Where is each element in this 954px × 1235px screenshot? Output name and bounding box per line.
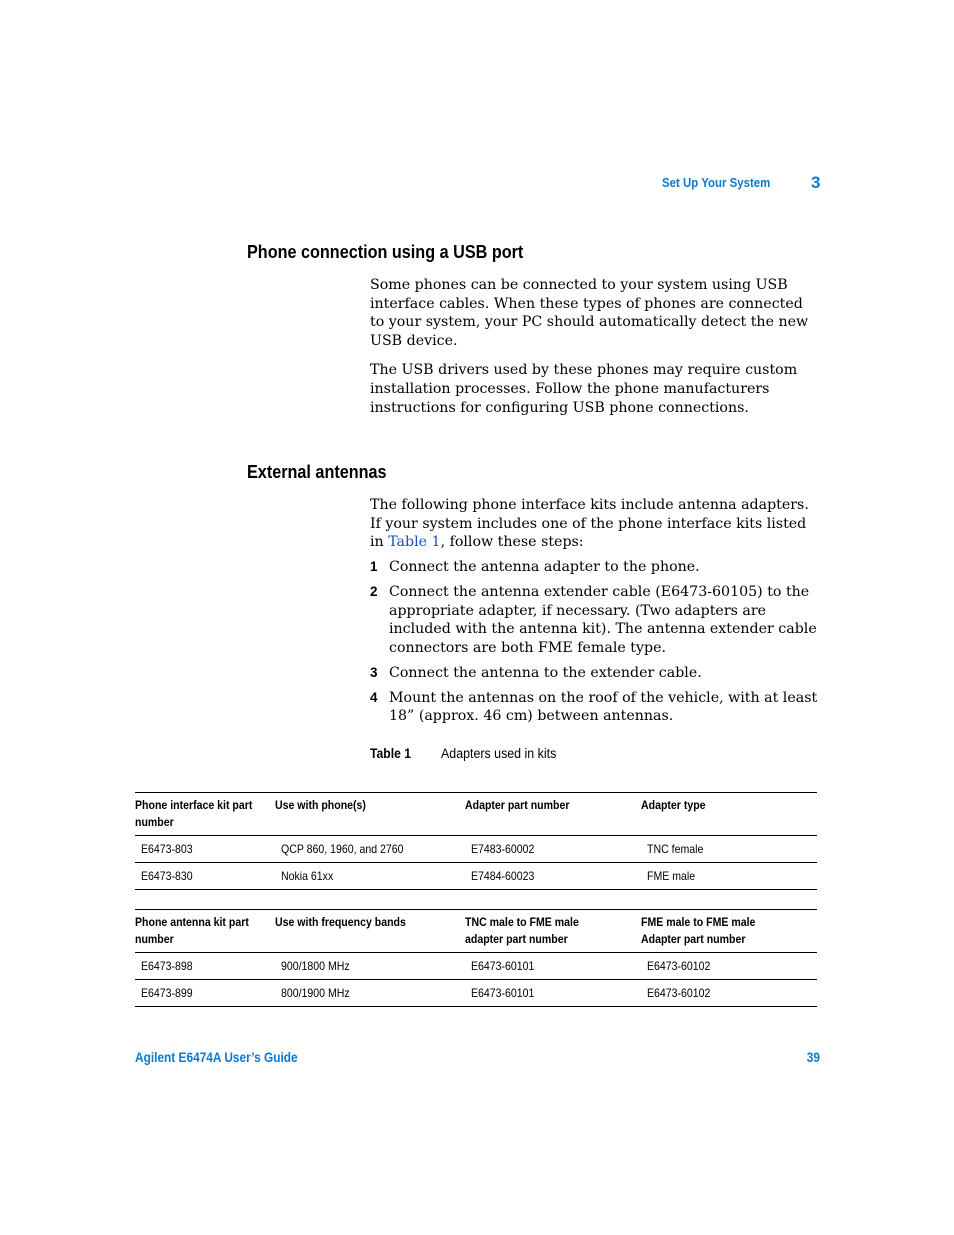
table-row <box>135 980 817 1007</box>
table-row <box>135 863 817 890</box>
step-number: 4 <box>370 689 378 705</box>
running-header <box>662 173 822 193</box>
step-item <box>370 558 820 577</box>
table-caption <box>370 746 566 761</box>
step-item <box>370 583 820 657</box>
step-number: 3 <box>370 664 378 680</box>
table-cell: E6473-830 <box>135 863 275 890</box>
interface-kits-table <box>135 792 817 890</box>
table-row <box>135 836 817 863</box>
table-header-row <box>135 793 817 836</box>
section-body-antennas <box>370 496 820 563</box>
column-header: TNC male to FME male adapter part number <box>465 910 641 953</box>
column-header: Phone interface kit part number <box>135 793 275 836</box>
step-item <box>370 664 820 683</box>
section-heading-antennas: External antennas <box>247 462 387 482</box>
step-item <box>370 689 820 726</box>
step-text: Connect the antenna adapter to the phone. <box>389 559 700 575</box>
table-cell: 800/1900 MHz <box>275 980 465 1007</box>
running-header-title: Set Up Your System <box>662 175 771 190</box>
table-cell: E6473-803 <box>135 836 275 863</box>
antenna-kits-table <box>135 909 817 1007</box>
paragraph: The USB drivers used by these phones may require custom installation processes. Follow the phone manufacturers instructions for configuring USB phone connections. <box>370 362 798 416</box>
table-cell: E6473-60101 <box>465 953 641 980</box>
column-header: Use with phone(s) <box>275 793 465 836</box>
table-cell: E6473-899 <box>135 980 275 1007</box>
steps-list <box>370 558 820 732</box>
table-header-row <box>135 910 817 953</box>
chapter-number: 3 <box>811 173 821 192</box>
page-footer <box>135 1050 822 1070</box>
table-cell: Nokia 61xx <box>275 863 465 890</box>
guide-title: Agilent E6474A User’s Guide <box>135 1050 298 1065</box>
table-caption-label: Table 1 <box>370 746 411 761</box>
section-body-usb <box>370 276 820 428</box>
column-header: Use with frequency bands <box>275 910 465 953</box>
table-caption-title: Adapters used in kits <box>440 746 557 761</box>
table-row <box>135 953 817 980</box>
table-cell: E7483-60002 <box>465 836 641 863</box>
step-number: 2 <box>370 583 378 599</box>
table-cell: QCP 860, 1960, and 2760 <box>275 836 465 863</box>
paragraph: Some phones can be connected to your system using USB interface cables. When these types of phones are connected to your system, your PC should automatically detect the new USB device. <box>370 277 809 349</box>
page-number: 39 <box>806 1050 820 1065</box>
step-number: 1 <box>370 559 378 574</box>
step-text: Mount the antennas on the roof of the vehicle, with at least 18” (approx. 46 cm) between antennas. <box>389 689 818 725</box>
intro-text-end: , follow these steps: <box>440 534 584 551</box>
step-text: Connect the antenna extender cable (E6473-60105) to the appropriate adapter, if necessary. (Two adapters are included with the antenna kit). The antenna extender cable connectors are both FME female type. <box>389 583 817 656</box>
intro-paragraph <box>370 496 820 552</box>
table-cell: E7484-60023 <box>465 863 641 890</box>
table-cell: E6473-60102 <box>641 953 817 980</box>
table-cell: E6473-898 <box>135 953 275 980</box>
table-cell: 900/1800 MHz <box>275 953 465 980</box>
table-cell: TNC female <box>641 836 817 863</box>
column-header: Adapter part number <box>465 793 641 836</box>
column-header: FME male to FME male Adapter part number <box>641 910 817 953</box>
table-cell: E6473-60101 <box>465 980 641 1007</box>
table-cell: FME male <box>641 863 817 890</box>
step-text: Connect the antenna to the extender cable. <box>389 664 702 681</box>
column-header: Adapter type <box>641 793 817 836</box>
section-heading-usb: Phone connection using a USB port <box>247 242 524 262</box>
intro-text: The following phone interface kits include antenna adapters. If your system includes one of the phone interface kits listed in <box>370 497 809 551</box>
table-1-link[interactable]: Table 1 <box>388 534 441 551</box>
table-cell: E6473-60102 <box>641 980 817 1007</box>
column-header: Phone antenna kit part number <box>135 910 275 953</box>
